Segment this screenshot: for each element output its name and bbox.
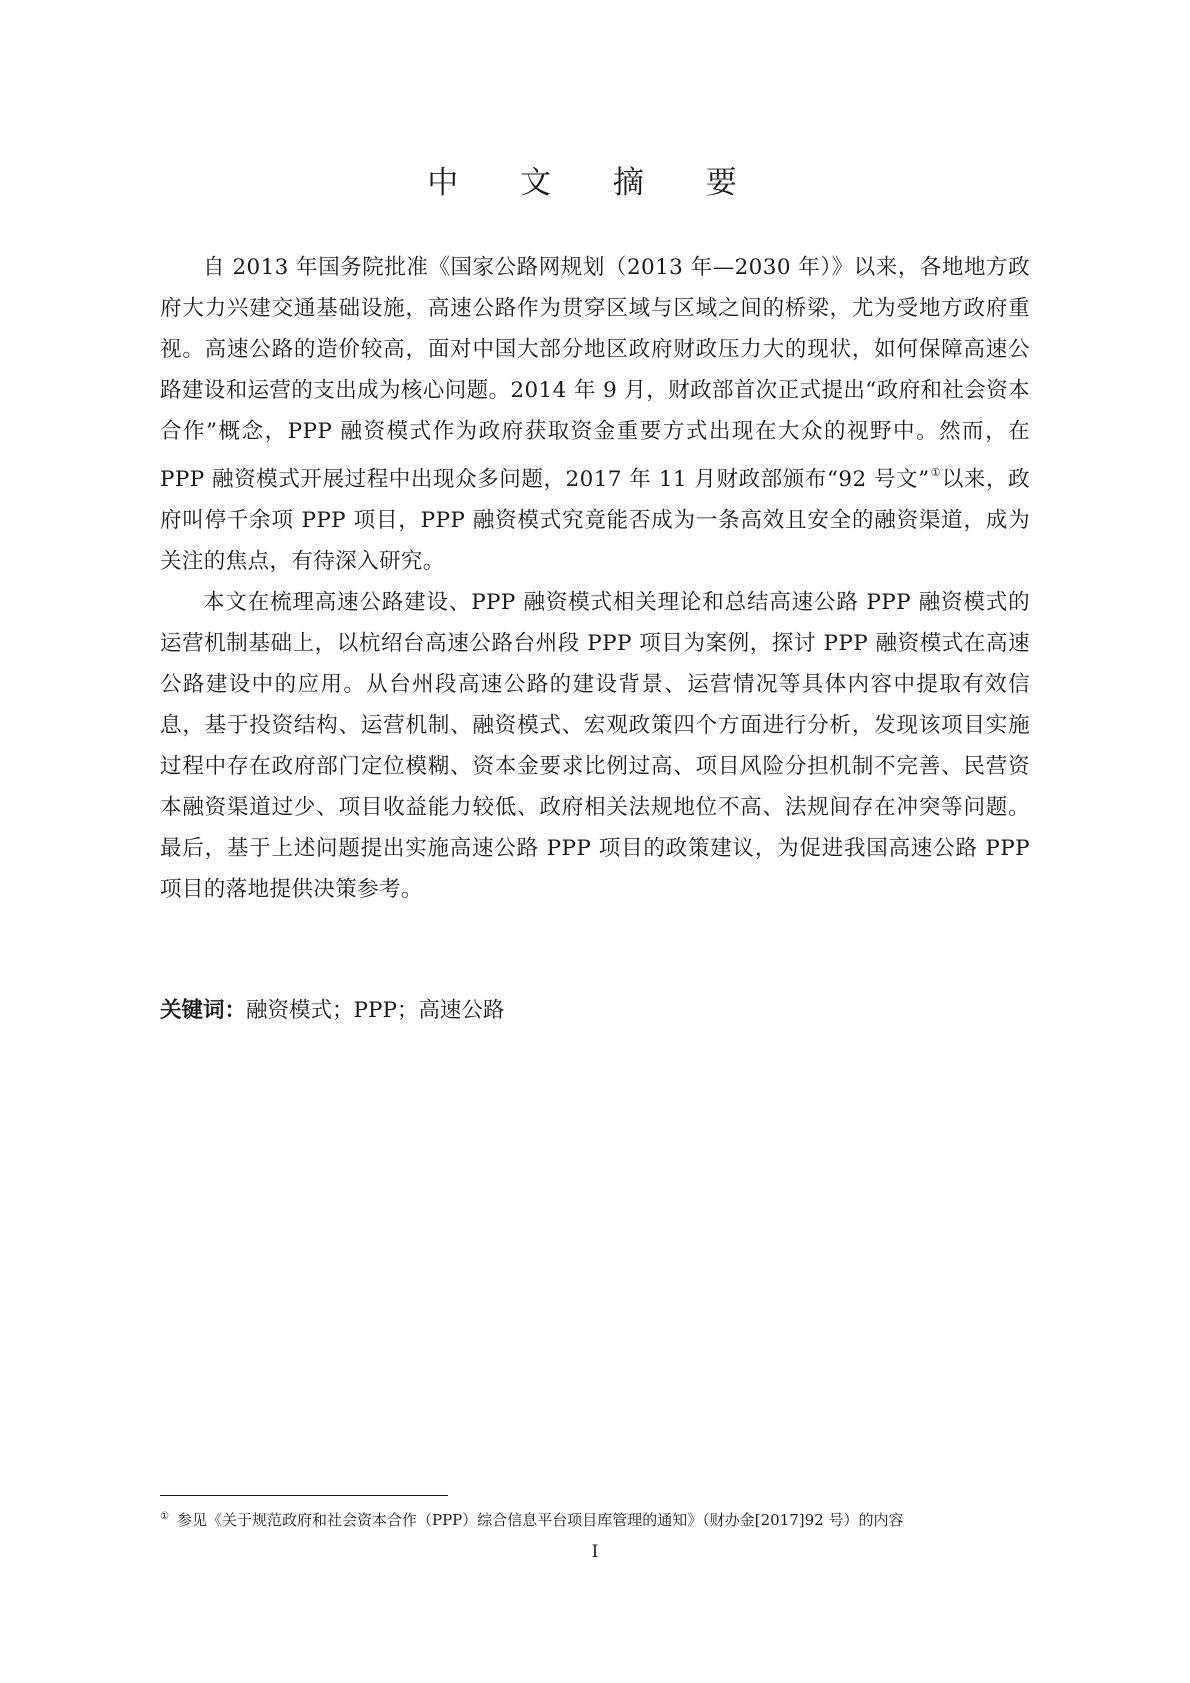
abstract-paragraph-1 — [160, 247, 1030, 582]
footnote-reference[interactable]: ① — [930, 466, 941, 479]
footnote — [160, 1506, 1040, 1531]
footnote-text: 参见《关于规范政府和社会资本合作（PPP）综合信息平台项目库管理的通知》（财办金[2017]92 号）的内容 — [176, 1511, 904, 1529]
page-number: I — [591, 1542, 599, 1562]
keywords-value: 融资模式；PPP；高速公路 — [246, 998, 505, 1023]
paragraph-1-text-a: 自 2013 年国务院批准《国家公路网规划（2013 年—2030 年）》以来，各地地方政府大力兴建交通基础设施，高速公路作为贯穿区域与区域之间的桥梁，尤为受地方政府重视。高速公路的造价较高，面对中国大部分地区政府财政压力大的现状，如何保障高速公路建设和运营的支出成为核心问题。2014 年 9 月，财政部首次正式提出“政府和社会资本合作”概念，PPP 融资模式作为政府获取资金重要方式出现在大众的视野中。然而，在 PPP 融资模式开展过程中出现众多问题，2017 年 11 月财政部颁布“92 号文” — [160, 255, 1030, 492]
abstract-body — [160, 247, 1030, 910]
keywords-label: 关键词： — [160, 998, 247, 1023]
keywords-line — [160, 995, 504, 1027]
footnote-mark: ① — [160, 1511, 169, 1522]
footnote-separator — [160, 1495, 448, 1496]
page-title: 中 文 摘 要 — [427, 165, 763, 201]
abstract-paragraph-2: 本文在梳理高速公路建设、PPP 融资模式相关理论和总结高速公路 PPP 融资模式的运营机制基础上，以杭绍台高速公路台州段 PPP 项目为案例，探讨 PPP 融资模式在高速公路建设中的应用。从台州段高速公路的建设背景、运营情况等具体内容中提取有效信息，基于投资结构、运营机制、融资模式、宏观政策四个方面进行分析，发现该项目实施过程中存在政府部门定位模糊、资本金要求比例过高、项目风险分担机制不完善、民营资本融资渠道过少、项目收益能力较低、政府相关法规地位不高、法规间存在冲突等问题。最后，基于上述问题提出实施高速公路 PPP 项目的政策建议，为促进我国高速公路 PPP 项目的落地提供决策参考。 — [160, 590, 1030, 902]
paragraph-1-text-b: 以来，政府叫停千余项 PPP 项目，PPP 融资模式究竟能否成为一条高效且安全的融资渠道，成为关注的焦点，有待深入研究。 — [160, 467, 1030, 574]
